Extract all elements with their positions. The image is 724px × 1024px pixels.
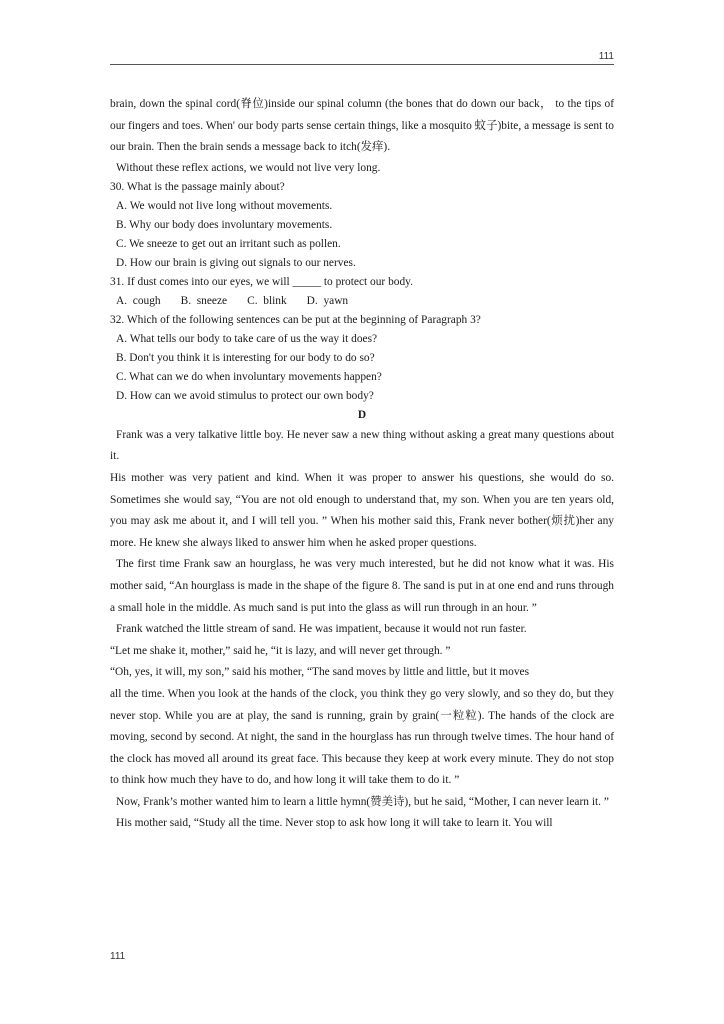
question-31-option-a: A. cough — [116, 294, 161, 307]
question-31-options — [110, 292, 614, 311]
question-32-stem: 32. Which of the following sentences can be put at the beginning of Paragraph 3? — [110, 313, 481, 326]
question-32-option-a: A. What tells our body to take care of us the way it does? — [116, 332, 378, 345]
passage-d-paragraph: all the time. When you look at the hands of the clock, you think they go very slowly, and so they do, but they never stop. While you are at play, the sand is running, grain by grain(一粒粒). The hands of the clock are moving, second by second. At night, the sand in the hourglass has run through twelve times. The hour hand of the clock has moved all around its great face. This because they keep at work every minute. They do not stop to think how much they have to do, and how long it will take them to do it. ” — [110, 687, 614, 787]
passage-d-paragraph: “Oh, yes, it will, my son,” said his mother, “The sand moves by little and little, but it moves — [110, 666, 530, 679]
passage-d-paragraph: The first time Frank saw an hourglass, he was very much interested, but he did not know what it was. His mother said, “An hourglass is made in the shape of the figure 8. The sand is put in at one end and runs through a small hole in the middle. As much sand is put into the glass as will run through in an hour. ” — [110, 558, 614, 614]
question-31-option-c: C. blink — [247, 294, 287, 307]
page-body — [110, 94, 614, 835]
question-31-option-d: D. yawn — [306, 294, 349, 307]
passage-d-paragraph: “Let me shake it, mother,” said he, “it is lazy, and will never get through. ” — [110, 644, 451, 657]
question-30-option-d: D. How our brain is giving out signals to our nerves. — [116, 256, 356, 269]
question-32-option-c: C. What can we do when involuntary movements happen? — [116, 370, 382, 383]
header-page-number: 111 — [598, 51, 614, 62]
passage-d-paragraph: Frank watched the little stream of sand. He was impatient, because it would not run faster. — [116, 623, 527, 636]
section-heading-d: D — [357, 408, 367, 421]
passage-d-paragraph: Frank was a very talkative little boy. He never saw a new thing without asking a great many questions about it. — [110, 428, 614, 463]
question-32-option-d: D. How can we avoid stimulus to protect our own body? — [116, 389, 374, 402]
passage-d-paragraph: His mother said, “Study all the time. Never stop to ask how long it will take to learn it. You will — [116, 817, 553, 830]
footer-page-number: 111 — [110, 951, 126, 962]
passage-d-paragraph: His mother was very patient and kind. When it was proper to answer his questions, she would do so. Sometimes she would say, “You are not old enough to understand that, my son. When you are ten years old, you may ask me about it, and I will tell you. ” When his mother said this, Frank never bother(烦扰)her any more. He knew she always liked to answer him when he asked proper questions. — [110, 471, 614, 549]
header-rule — [110, 64, 614, 65]
question-32-option-b: B. Don't you think it is interesting for our body to do so? — [116, 351, 375, 364]
passage-c-paragraph: brain, down the spinal cord(脊位)inside our spinal column (the bones that do down our back， to the tips of our fingers and toes. When' our body parts sense certain things, like a mosquito 蚊子)bite, a message is sent to our brain. Then the brain sends a message back to itch(发痒). — [110, 98, 614, 154]
question-30-stem: 30. What is the passage mainly about? — [110, 180, 285, 193]
question-31-option-b: B. sneeze — [180, 294, 228, 307]
passage-c-paragraph: Without these reflex actions, we would not live very long. — [116, 161, 381, 174]
question-30-option-b: B. Why our body does involuntary movements. — [116, 218, 333, 231]
passage-d-paragraph: Now, Frank’s mother wanted him to learn a little hymn(赞美诗), but he said, “Mother, I can never learn it. ” — [116, 795, 609, 808]
question-31-stem: 31. If dust comes into our eyes, we will _____ to protect our body. — [110, 275, 413, 288]
question-30-option-a: A. We would not live long without movements. — [116, 199, 333, 212]
question-30-option-c: C. We sneeze to get out an irritant such as pollen. — [116, 237, 341, 250]
